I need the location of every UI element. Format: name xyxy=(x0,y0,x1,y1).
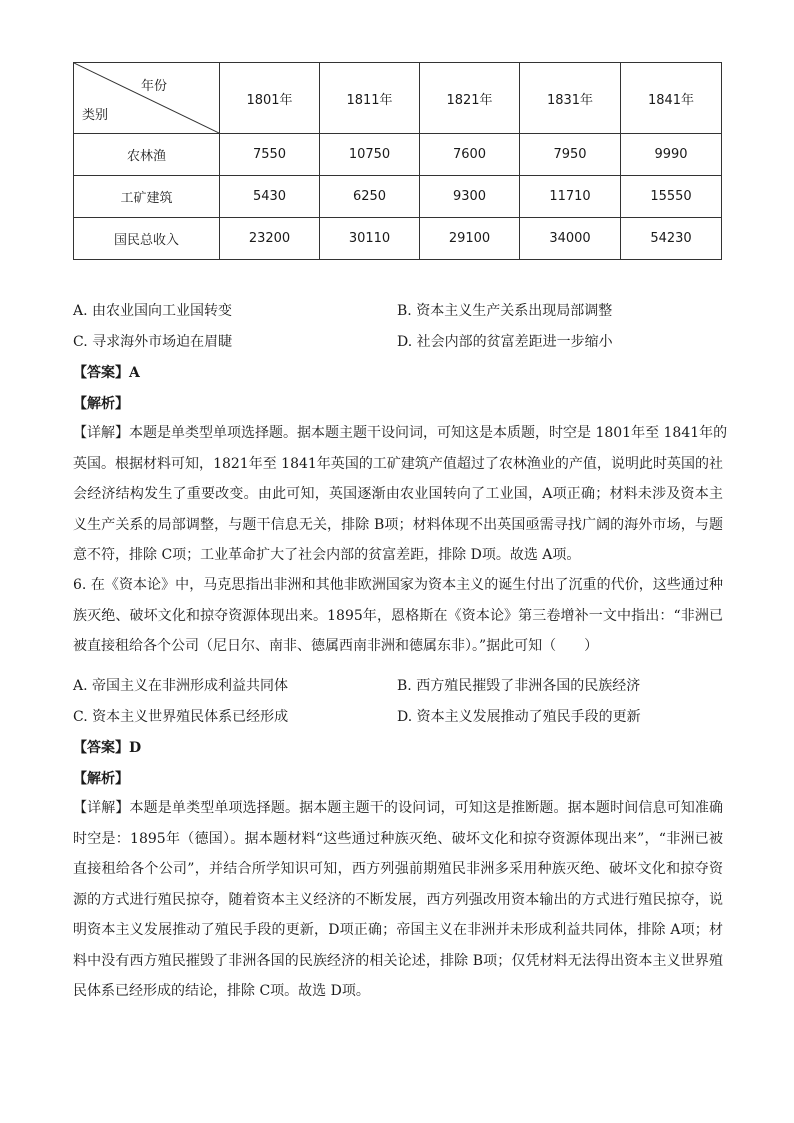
q6-analysis-label: 【解析】 xyxy=(73,771,129,787)
q6-detail-line: 【详解】本题是单类型单项选择题。据本题主题干的设问词，可知这是推断题。据本题时间信息可知准确 xyxy=(73,800,723,816)
q6-option-d: D. 资本主义发展推动了殖民手段的更新 xyxy=(397,709,641,725)
table-cell: 9300 xyxy=(420,176,520,218)
table-cell: 10750 xyxy=(320,134,420,176)
q6-stem xyxy=(73,570,723,662)
q6-stem-line: 族灭绝、破坏文化和掠夺资源体现出来。1895年，恩格斯在《资本论》第三卷增补一文中指出：“非洲已 xyxy=(73,607,723,624)
table-cell: 6250 xyxy=(320,176,420,218)
q5-detail-line: 英国。根据材料可知，1821年至 1841年英国的工矿建筑产值超过了农林渔业的产值，说明此时英国的社 xyxy=(73,455,723,472)
income-table xyxy=(73,62,722,260)
year-header-label: 年份 xyxy=(140,79,167,94)
table-cell: 7600 xyxy=(420,134,520,176)
table-cell: 11710 xyxy=(520,176,621,218)
year-header: 1811年 xyxy=(320,63,420,134)
q5-option-a: A. 由农业国向工业国转变 xyxy=(73,303,233,319)
table-cell: 7550 xyxy=(220,134,320,176)
q5-detail-line: 【详解】本题是单类型单项选择题。据本题主题干设问词，可知这是本质题，时空是 1801年至 1841年的 xyxy=(73,425,728,441)
q6-detail-line: 民体系已经形成的结论，排除 C项。故选 D项。 xyxy=(73,983,370,999)
table-row xyxy=(74,176,722,218)
table-cell: 29100 xyxy=(420,218,520,260)
table-cell: 30110 xyxy=(320,218,420,260)
table-cell: 7950 xyxy=(520,134,621,176)
table-cell: 34000 xyxy=(520,218,621,260)
table-header-row xyxy=(74,63,722,134)
row-label: 农林渔 xyxy=(74,134,220,176)
q5-detail xyxy=(73,418,728,571)
q6-detail-line: 源的方式进行殖民掠夺，随着资本主义经济的不断发展，西方列强改用资本输出的方式进行殖民掠夺，说 xyxy=(73,891,723,908)
year-header: 1801年 xyxy=(220,63,320,134)
table-cell: 15550 xyxy=(621,176,722,218)
row-label: 工矿建筑 xyxy=(74,176,220,218)
q5-answer: 【答案】A xyxy=(73,365,140,381)
table-cell: 9990 xyxy=(621,134,722,176)
q6-option-a: A. 帝国主义在非洲形成利益共同体 xyxy=(73,678,289,694)
q5-analysis-label: 【解析】 xyxy=(73,396,129,412)
q6-stem-line: 被直接租给各个公司（尼日尔、南非、德属西南非洲和德属东非）。”据此可知（ ） xyxy=(73,638,599,654)
q6-option-b: B. 西方殖民摧毁了非洲各国的民族经济 xyxy=(397,678,641,694)
q5-detail-line: 意不符，排除 C项；工业革命扩大了社会内部的贫富差距，排除 D项。故选 A项。 xyxy=(73,547,581,563)
q5-detail-line: 会经济结构发生了重要改变。由此可知，英国逐渐由农业国转向了工业国，A项正确；材料未涉及资本主 xyxy=(73,486,723,502)
q6-detail-line: 料中没有西方殖民摧毁了非洲各国的民族经济的相关论述，排除 B项；仅凭材料无法得出资本主义世界殖 xyxy=(73,952,723,969)
q5-option-b: B. 资本主义生产关系出现局部调整 xyxy=(397,303,613,319)
year-header: 1831年 xyxy=(520,63,621,134)
q6-option-c: C. 资本主义世界殖民体系已经形成 xyxy=(73,709,289,725)
table-cell: 5430 xyxy=(220,176,320,218)
q6-answer: 【答案】D xyxy=(73,740,142,756)
diagonal-header-cell xyxy=(74,63,220,134)
q5-option-d: D. 社会内部的贫富差距进一步缩小 xyxy=(397,334,613,350)
category-header-label: 类别 xyxy=(82,108,109,123)
table-cell: 54230 xyxy=(621,218,722,260)
q6-detail-line: 时空是：1895年（德国）。据本题材料“这些通过种族灭绝、破坏文化和掠夺资源体现出来”，“非洲已被 xyxy=(73,830,723,847)
table-cell: 23200 xyxy=(220,218,320,260)
q5-detail-line: 义生产关系的局部调整，与题干信息无关，排除 B项；材料体现不出英国亟需寻找广阔的海外市场，与题 xyxy=(73,516,723,533)
year-header: 1821年 xyxy=(420,63,520,134)
q6-detail-line: 明资本主义发展推动了殖民手段的更新，D项正确；帝国主义在非洲并未形成利益共同体，排除 A项；材 xyxy=(73,922,723,938)
year-header: 1841年 xyxy=(621,63,722,134)
q5-option-c: C. 寻求海外市场迫在眉睫 xyxy=(73,334,233,350)
row-label: 国民总收入 xyxy=(74,218,220,260)
q6-detail xyxy=(73,793,723,1007)
q6-detail-line: 直接租给各个公司”，并结合所学知识可知，西方列强前期殖民非洲多采用种族灭绝、破坏文化和掠夺资 xyxy=(73,861,723,877)
q6-stem-line: 6. 在《资本论》中，马克思指出非洲和其他非欧洲国家为资本主义的诞生付出了沉重的代价，这些通过种 xyxy=(73,577,723,593)
table-row xyxy=(74,134,722,176)
table-row xyxy=(74,218,722,260)
